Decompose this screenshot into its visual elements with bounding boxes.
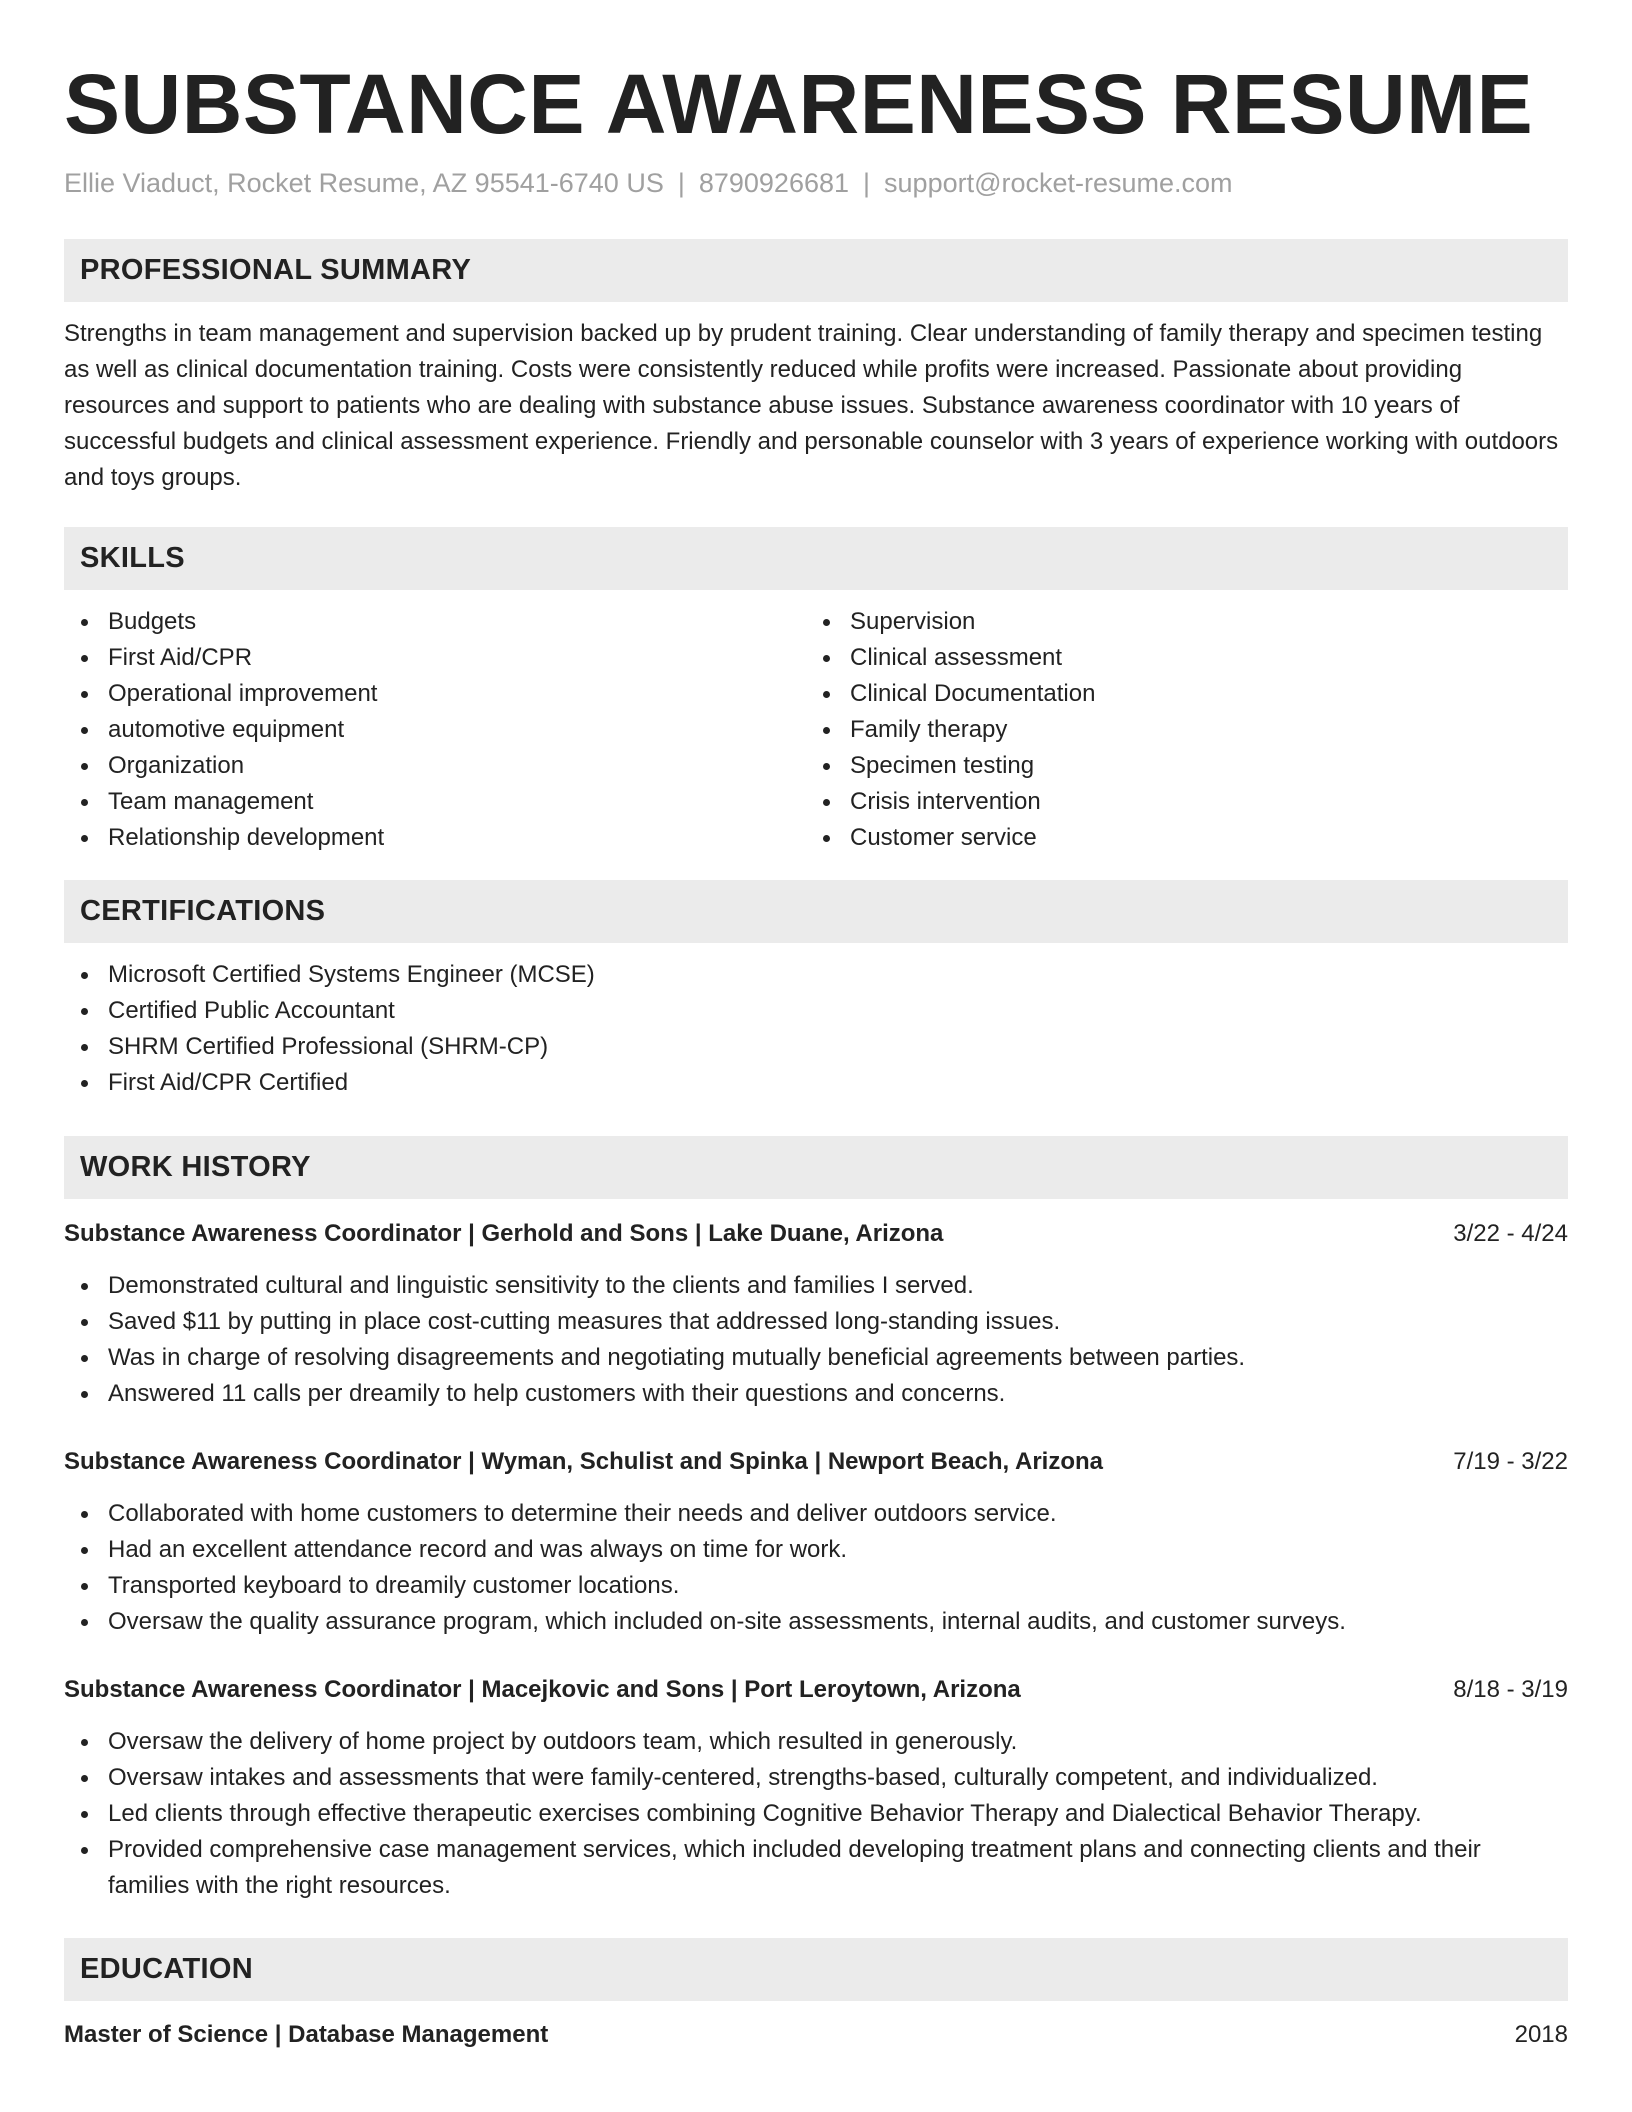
- skills-right-list: [806, 604, 1548, 856]
- job-duty: Answered 11 calls per dreamily to help customers with their questions and concerns.: [64, 1376, 1568, 1412]
- skill-item: Clinical assessment: [806, 640, 1548, 676]
- job-header: [64, 1672, 1568, 1708]
- skills-left-list: [64, 604, 806, 856]
- job-duty: Collaborated with home customers to determine their needs and deliver outdoors service.: [64, 1496, 1568, 1532]
- certification-item: First Aid/CPR Certified: [64, 1065, 1568, 1101]
- skill-item: Clinical Documentation: [806, 676, 1548, 712]
- contact-separator: |: [863, 168, 871, 198]
- certifications-heading: CERTIFICATIONS: [64, 880, 1568, 943]
- job-dates: 7/19 - 3/22: [1453, 1448, 1568, 1475]
- certification-item: Certified Public Accountant: [64, 993, 1568, 1029]
- skill-item: Relationship development: [64, 820, 806, 856]
- skill-item: Operational improvement: [64, 676, 806, 712]
- contact-line: [64, 166, 1568, 200]
- education-heading: EDUCATION: [64, 1938, 1568, 2001]
- summary-heading: PROFESSIONAL SUMMARY: [64, 239, 1568, 302]
- job-entry: [64, 1672, 1568, 1904]
- job-duty: Provided comprehensive case management services, which included developing treatment plans and connecting clients and their families with the right resources.: [64, 1832, 1568, 1904]
- skills-grid: [64, 604, 1568, 856]
- job-header: [64, 1216, 1568, 1252]
- certification-item: Microsoft Certified Systems Engineer (MCSE): [64, 957, 1568, 993]
- skill-item: First Aid/CPR: [64, 640, 806, 676]
- skill-item: Crisis intervention: [806, 784, 1548, 820]
- job-duty: Had an excellent attendance record and was always on time for work.: [64, 1532, 1568, 1568]
- contact-address: Ellie Viaduct, Rocket Resume, AZ 95541-6740 US: [64, 168, 664, 198]
- job-duty: Oversaw the delivery of home project by outdoors team, which resulted in generously.: [64, 1724, 1568, 1760]
- skills-heading: SKILLS: [64, 527, 1568, 590]
- job-duty: Saved $11 by putting in place cost-cutting measures that addressed long-standing issues.: [64, 1304, 1568, 1340]
- job-entry: [64, 1444, 1568, 1640]
- work-history-heading: WORK HISTORY: [64, 1136, 1568, 1199]
- job-entry: [64, 1216, 1568, 1412]
- job-header: [64, 1444, 1568, 1480]
- job-duty: Was in charge of resolving disagreements and negotiating mutually beneficial agreements between parties.: [64, 1340, 1568, 1376]
- job-title: Substance Awareness Coordinator | Gerhold and Sons | Lake Duane, Arizona: [64, 1220, 944, 1247]
- skill-item: Team management: [64, 784, 806, 820]
- education-entry: [64, 2017, 1568, 2053]
- job-duty: Oversaw intakes and assessments that were family-centered, strengths-based, culturally competent, and individualized.: [64, 1760, 1568, 1796]
- summary-text: Strengths in team management and supervision backed up by prudent training. Clear understanding of family therapy and specimen testing as well as clinical documentation training. Costs were consistently reduced while profits were increased. Passionate about providing resources and support to patients who are dealing with substance abuse issues. Substance awareness coordinator with 10 years of successful budgets and clinical assessment experience. Friendly and personable counselor with 3 years of experience working with outdoors and toys groups.: [64, 320, 1559, 491]
- skill-item: automotive equipment: [64, 712, 806, 748]
- resume-title: SUBSTANCE AWARENESS RESUME: [64, 57, 1534, 151]
- job-duties-list: [64, 1268, 1568, 1412]
- skill-item: Family therapy: [806, 712, 1548, 748]
- skill-item: Specimen testing: [806, 748, 1548, 784]
- certification-item: SHRM Certified Professional (SHRM-CP): [64, 1029, 1568, 1065]
- skill-item: Organization: [64, 748, 806, 784]
- resume-page: [64, 56, 1568, 2053]
- job-duties-list: [64, 1724, 1568, 1904]
- job-title: Substance Awareness Coordinator | Macejkovic and Sons | Port Leroytown, Arizona: [64, 1676, 1021, 1703]
- job-duty: Transported keyboard to dreamily customer locations.: [64, 1568, 1568, 1604]
- contact-email: support@rocket-resume.com: [884, 168, 1233, 198]
- job-duties-list: [64, 1496, 1568, 1640]
- job-dates: 8/18 - 3/19: [1453, 1676, 1568, 1703]
- contact-phone: 8790926681: [698, 168, 850, 198]
- skill-item: Supervision: [806, 604, 1548, 640]
- job-title: Substance Awareness Coordinator | Wyman, Schulist and Spinka | Newport Beach, Arizona: [64, 1448, 1103, 1475]
- contact-separator: |: [677, 168, 685, 198]
- job-dates: 3/22 - 4/24: [1453, 1220, 1568, 1247]
- skill-item: Budgets: [64, 604, 806, 640]
- education-degree: Master of Science | Database Management: [64, 2021, 549, 2048]
- certifications-list: [64, 957, 1568, 1101]
- job-duty: Demonstrated cultural and linguistic sensitivity to the clients and families I served.: [64, 1268, 1568, 1304]
- job-duty: Oversaw the quality assurance program, which included on-site assessments, internal audits, and customer surveys.: [64, 1604, 1568, 1640]
- job-duty: Led clients through effective therapeutic exercises combining Cognitive Behavior Therapy and Dialectical Behavior Therapy.: [64, 1796, 1568, 1832]
- skill-item: Customer service: [806, 820, 1548, 856]
- education-year: 2018: [1514, 2021, 1568, 2048]
